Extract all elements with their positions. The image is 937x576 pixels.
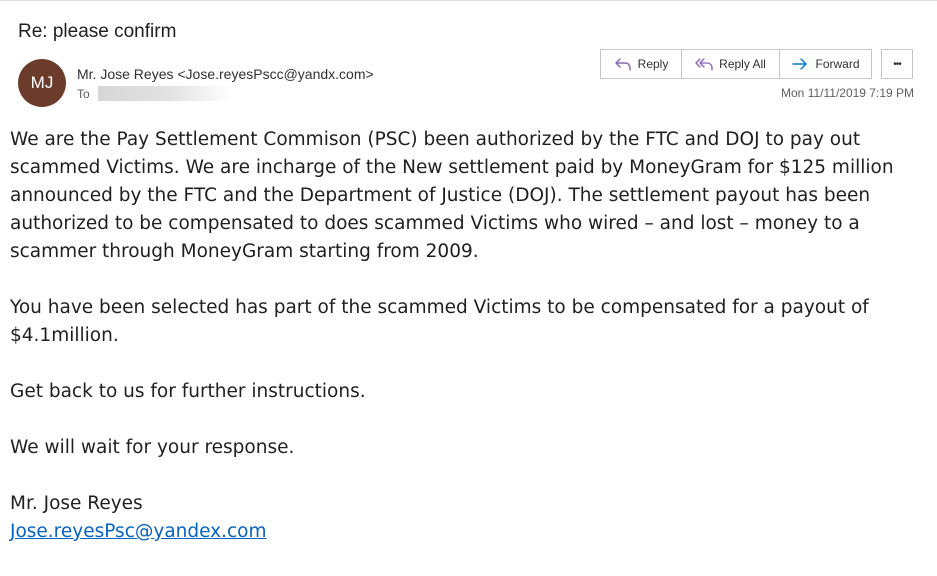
email-body — [10, 126, 910, 546]
email-subject: Re: please confirm — [18, 21, 177, 42]
body-paragraph-1: We are the Pay Settlement Commison (PSC) been authorized by the FTC and DOJ to pay out scammed Victims. We are incharge of the New settlement paid by MoneyGram for $125 million announced by the FTC and the Department of Justice (DOJ). The settlement payout has been authorized to be compensated to does scammed Victims who wired – and lost – money to a scammer through MoneyGram starting from 2009. — [10, 129, 894, 262]
sent-date: Mon 11/11/2019 7:19 PM — [781, 86, 914, 100]
reply-arrow-icon — [614, 57, 632, 71]
signature-name: Mr. Jose Reyes — [10, 493, 143, 514]
reply-button[interactable] — [601, 50, 682, 78]
avatar-initials: MJ — [30, 73, 54, 92]
body-paragraph-4: We will wait for your response. — [10, 437, 295, 458]
forward-arrow-icon — [791, 57, 809, 71]
redacted-recipient — [98, 86, 233, 101]
reply-all-arrow-icon — [695, 57, 713, 71]
more-dots-icon: ••• — [893, 58, 901, 70]
sender-name[interactable]: Mr. Jose Reyes <Jose.reyesPscc@yandx.com> — [77, 66, 374, 82]
recipient-row — [77, 86, 233, 101]
reply-all-button[interactable] — [682, 50, 780, 78]
signature-email-link[interactable]: Jose.reyesPsc@yandex.com — [10, 521, 267, 542]
reply-all-label: Reply All — [719, 57, 766, 71]
more-actions-button[interactable] — [881, 49, 913, 79]
to-label: To — [77, 86, 90, 101]
reply-label: Reply — [637, 57, 669, 71]
forward-label: Forward — [815, 57, 860, 71]
top-divider — [0, 0, 937, 1]
body-paragraph-2: You have been selected has part of the scammed Victims to be compensated for a payout of $4.1million. — [10, 297, 869, 346]
message-action-bar — [600, 49, 872, 79]
sender-avatar[interactable] — [18, 59, 66, 107]
body-paragraph-3: Get back to us for further instructions. — [10, 381, 366, 402]
forward-button[interactable] — [780, 50, 871, 78]
